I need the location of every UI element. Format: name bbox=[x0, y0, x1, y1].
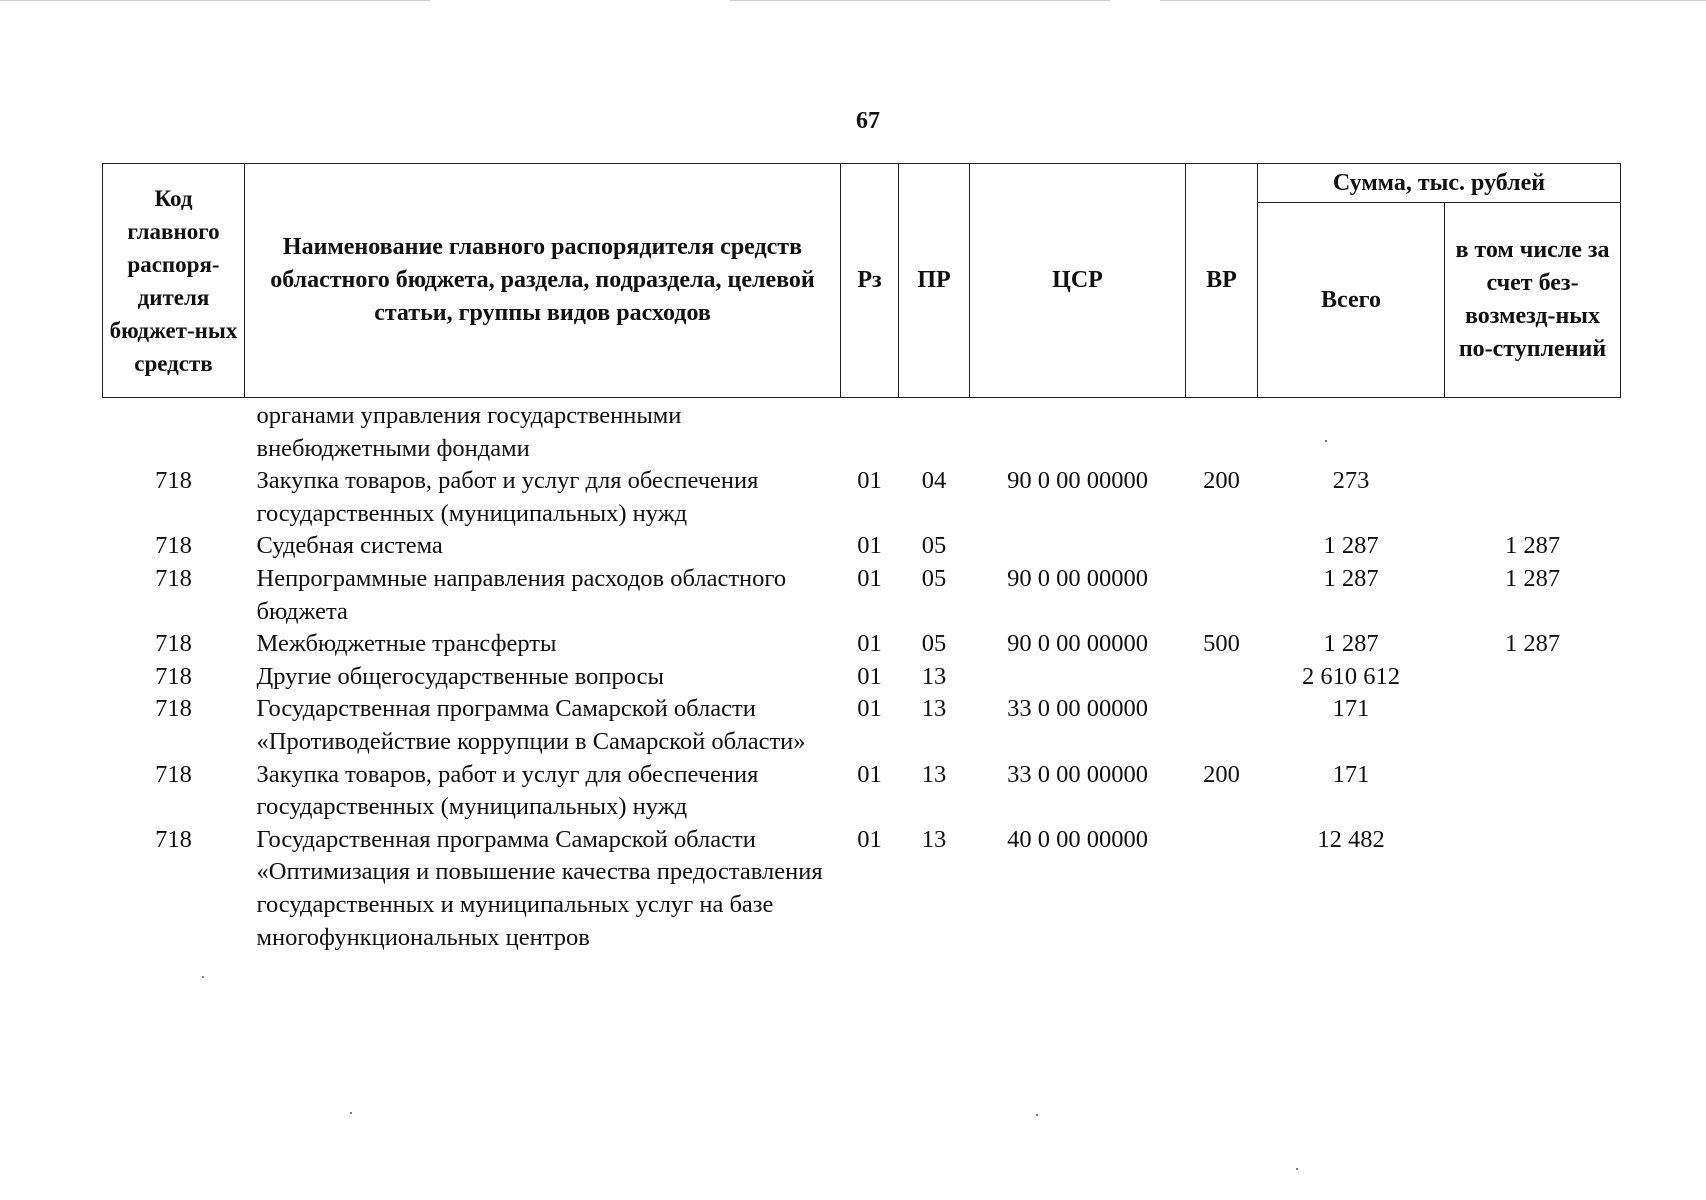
cell-free: 1 287 bbox=[1504, 532, 1561, 560]
header-csr: ЦСР bbox=[970, 164, 1186, 398]
cell-csr: 33 0 00 00000 bbox=[1007, 760, 1148, 788]
table-row bbox=[103, 465, 1621, 530]
cell-free bbox=[1445, 824, 1621, 954]
table-header bbox=[103, 164, 1621, 398]
table-row bbox=[103, 661, 1621, 694]
cell-csr bbox=[970, 398, 1186, 466]
cell-free bbox=[1445, 759, 1621, 824]
table-row bbox=[103, 398, 1621, 466]
table-row bbox=[103, 628, 1621, 661]
cell-vr bbox=[1186, 563, 1258, 628]
cell-pr: 13 bbox=[921, 695, 947, 723]
scan-speck bbox=[1036, 1114, 1038, 1116]
cell-code: 718 bbox=[155, 760, 192, 788]
cell-pr: 05 bbox=[921, 564, 947, 592]
cell-name: Государственная программа Самарской области «Противодействие коррупции в Самарской области» bbox=[256, 695, 806, 755]
cell-free bbox=[1445, 693, 1621, 758]
cell-vr bbox=[1186, 661, 1258, 694]
scan-artifact-line bbox=[1160, 0, 1706, 1]
cell-name: органами управления государственными внебюджетными фондами bbox=[256, 402, 682, 462]
cell-total: 171 bbox=[1332, 760, 1370, 788]
table-row bbox=[103, 563, 1621, 628]
cell-code: 718 bbox=[155, 630, 192, 658]
table-row bbox=[103, 824, 1621, 954]
cell-pr: 13 bbox=[921, 825, 947, 853]
cell-free: 1 287 bbox=[1504, 564, 1561, 592]
cell-code: 718 bbox=[155, 825, 192, 853]
header-name: Наименование главного распорядителя средств областного бюджета, раздела, подраздела, целевой статьи, группы видов расходов bbox=[245, 164, 841, 398]
budget-table bbox=[102, 163, 1621, 954]
scan-artifact-line bbox=[0, 0, 430, 1]
table-row bbox=[103, 693, 1621, 758]
cell-total: 2 610 612 bbox=[1302, 662, 1400, 690]
cell-name: Государственная программа Самарской области «Оптимизация и повышение качества предоставления государственных и муниципальных услуг на базе многофункциональных центров bbox=[256, 825, 823, 951]
cell-code bbox=[103, 398, 245, 466]
cell-vr: 200 bbox=[1203, 467, 1240, 495]
cell-rz: 01 bbox=[857, 695, 882, 723]
cell-name: Закупка товаров, работ и услуг для обеспечения государственных (муниципальных) нужд bbox=[256, 467, 759, 527]
cell-csr: 90 0 00 00000 bbox=[1007, 630, 1148, 658]
cell-pr bbox=[899, 398, 970, 466]
scan-speck bbox=[1325, 440, 1327, 442]
cell-rz: 01 bbox=[857, 825, 882, 853]
header-free: в том числе за счет без-возмезд-ных по-ступлений bbox=[1445, 203, 1621, 398]
header-rz: Рз bbox=[841, 164, 899, 398]
cell-rz: 01 bbox=[857, 662, 882, 690]
scan-speck bbox=[202, 976, 204, 978]
cell-vr bbox=[1186, 824, 1258, 954]
cell-total: 1 287 bbox=[1323, 532, 1379, 560]
cell-csr bbox=[970, 661, 1186, 694]
cell-code: 718 bbox=[155, 467, 192, 495]
cell-pr: 04 bbox=[921, 467, 947, 495]
cell-free: 1 287 bbox=[1504, 630, 1561, 658]
cell-total: 273 bbox=[1332, 467, 1370, 495]
cell-total: 171 bbox=[1332, 695, 1370, 723]
page-number: 67 bbox=[856, 108, 880, 134]
cell-free bbox=[1445, 661, 1621, 694]
cell-total: 1 287 bbox=[1323, 564, 1379, 592]
cell-pr: 13 bbox=[921, 662, 947, 690]
header-total: Всего bbox=[1258, 203, 1445, 398]
cell-name: Другие общегосударственные вопросы bbox=[256, 662, 664, 690]
cell-name: Непрограммные направления расходов областного бюджета bbox=[256, 564, 787, 625]
table-row bbox=[103, 759, 1621, 824]
cell-name: Закупка товаров, работ и услуг для обеспечения государственных (муниципальных) нужд bbox=[256, 760, 759, 821]
cell-rz: 01 bbox=[857, 467, 882, 495]
cell-csr: 90 0 00 00000 bbox=[1007, 467, 1148, 495]
cell-name: Межбюджетные трансферты bbox=[256, 630, 557, 658]
cell-total: 12 482 bbox=[1317, 825, 1385, 853]
scan-speck bbox=[350, 1112, 352, 1114]
cell-csr bbox=[970, 530, 1186, 563]
cell-rz: 01 bbox=[857, 564, 882, 592]
cell-total: 1 287 bbox=[1323, 630, 1379, 658]
cell-name: Судебная система bbox=[256, 532, 443, 560]
cell-rz bbox=[841, 398, 899, 466]
header-pr: ПР bbox=[899, 164, 970, 398]
cell-csr: 40 0 00 00000 bbox=[1007, 825, 1148, 853]
header-code: Код главного распоря-дителя бюджет-ных средств bbox=[103, 164, 245, 398]
cell-vr: 500 bbox=[1203, 630, 1240, 658]
header-vr: ВР bbox=[1186, 164, 1258, 398]
cell-pr: 05 bbox=[921, 630, 947, 658]
scan-artifact-line bbox=[730, 0, 1110, 1]
scan-speck bbox=[1296, 1168, 1298, 1170]
cell-pr: 05 bbox=[921, 532, 947, 560]
cell-pr: 13 bbox=[921, 760, 947, 788]
cell-code: 718 bbox=[155, 662, 192, 690]
cell-rz: 01 bbox=[857, 532, 882, 560]
cell-total bbox=[1258, 398, 1445, 466]
cell-csr: 90 0 00 00000 bbox=[1007, 564, 1148, 592]
cell-code: 718 bbox=[155, 695, 192, 723]
cell-rz: 01 bbox=[857, 630, 882, 658]
cell-csr: 33 0 00 00000 bbox=[1007, 695, 1148, 723]
cell-free bbox=[1445, 465, 1621, 530]
cell-vr: 200 bbox=[1203, 760, 1240, 788]
cell-rz: 01 bbox=[857, 760, 882, 788]
cell-vr bbox=[1186, 398, 1258, 466]
cell-vr bbox=[1186, 530, 1258, 563]
header-sum: Сумма, тыс. рублей bbox=[1258, 164, 1621, 203]
table-row bbox=[103, 530, 1621, 563]
table-body bbox=[103, 398, 1621, 955]
cell-vr bbox=[1186, 693, 1258, 758]
cell-code: 718 bbox=[155, 532, 192, 560]
cell-free bbox=[1445, 398, 1621, 466]
cell-code: 718 bbox=[155, 564, 192, 592]
